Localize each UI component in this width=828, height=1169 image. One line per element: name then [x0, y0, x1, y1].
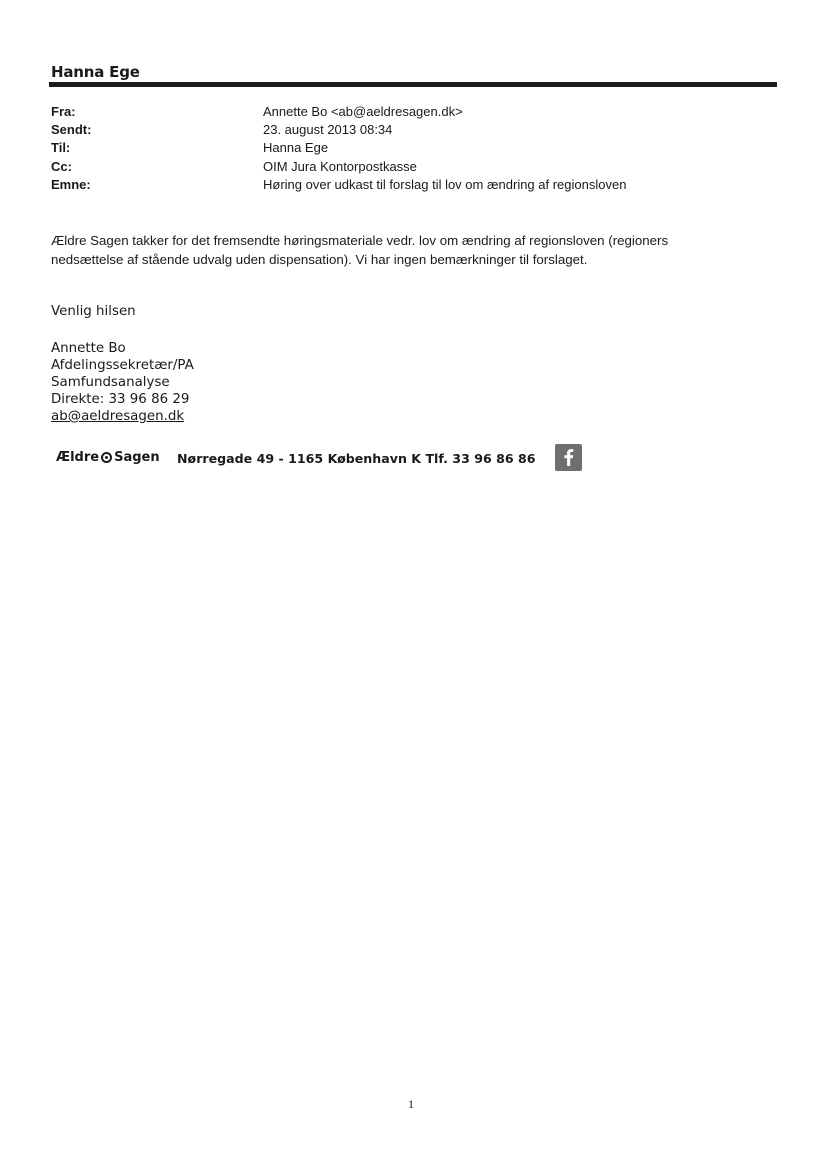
logo-text-left: Ældre	[56, 450, 100, 465]
meta-value-subject: Høring over udkast til forslag til lov om ændring af regionsloven	[263, 177, 627, 192]
footer-address: Nørregade 49 - 1165 København K Tlf. 33 96 86 86	[177, 451, 536, 466]
logo-mark-icon	[101, 452, 112, 463]
signature-email-link[interactable]: ab@aeldresagen.dk	[51, 409, 185, 424]
body-line: Ældre Sagen takker for det fremsendte høringsmateriale vedr. lov om ændring af regionsloven (regioners	[51, 233, 669, 248]
body-line: nedsættelse af stående udvalg uden dispensation). Vi har ingen bemærkninger til forslaget.	[51, 252, 588, 267]
meta-value-sent: 23. august 2013 08:34	[263, 122, 393, 137]
aeldre-sagen-logo	[56, 450, 160, 465]
meta-label-subject: Emne:	[51, 177, 91, 192]
meta-value-from: Annette Bo <ab@aeldresagen.dk>	[263, 104, 463, 119]
facebook-icon[interactable]	[555, 444, 582, 471]
meta-label-from: Fra:	[51, 104, 76, 119]
page-number: 1	[408, 1097, 414, 1111]
signature-block	[51, 340, 194, 425]
meta-label-sent: Sendt:	[51, 122, 92, 137]
signature-phone: Direkte: 33 96 86 29	[51, 392, 190, 407]
meta-value-cc: OIM Jura Kontorpostkasse	[263, 159, 417, 174]
meta-label-to: Til:	[51, 140, 71, 155]
signature-department: Samfundsanalyse	[51, 375, 170, 390]
logo-text-right: Sagen	[114, 450, 160, 465]
signature-greeting: Venlig hilsen	[51, 304, 136, 319]
email-body	[51, 231, 751, 269]
recipient-header: Hanna Ege	[51, 63, 140, 81]
header-divider	[49, 82, 777, 87]
meta-label-cc: Cc:	[51, 159, 72, 174]
signature-title: Afdelingssekretær/PA	[51, 358, 194, 373]
signature-name: Annette Bo	[51, 341, 126, 356]
meta-value-to: Hanna Ege	[263, 140, 329, 155]
